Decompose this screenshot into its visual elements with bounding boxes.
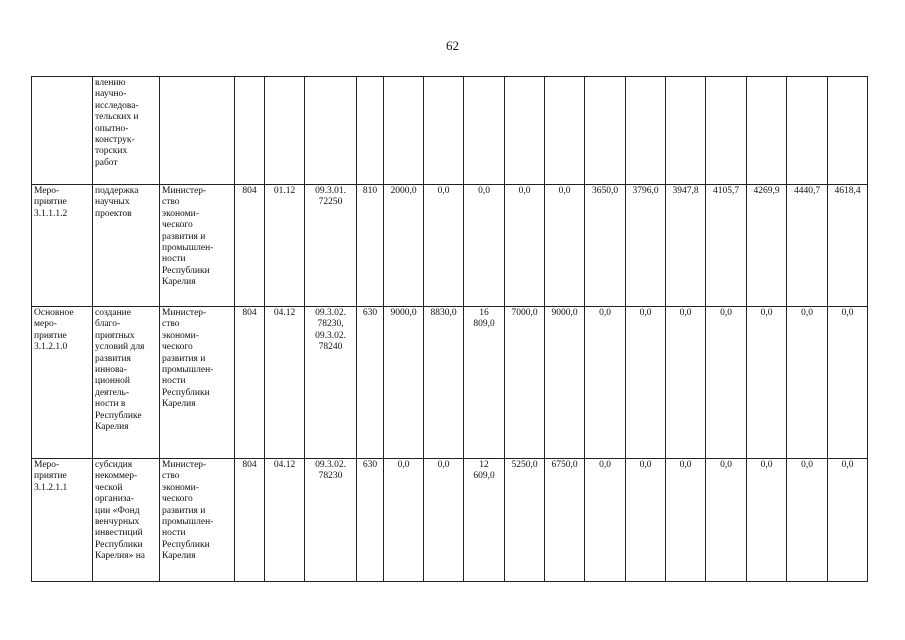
table-cell: 0,0	[505, 185, 545, 307]
table-cell: 0,0	[666, 459, 706, 582]
table-cell: 0,0	[585, 307, 626, 459]
table-cell: 09.3.01. 72250	[305, 185, 357, 307]
table-cell: 5250,0	[505, 459, 545, 582]
table-cell: 9000,0	[545, 307, 585, 459]
table-cell: 630	[357, 307, 384, 459]
table-cell: Министер- ство экономи- ческого развития и промышлен- ности Республики Карелия	[160, 185, 235, 307]
table-cell	[666, 77, 706, 185]
table-cell: 4105,7	[706, 185, 747, 307]
table-cell: 09.3.02. 78230	[305, 459, 357, 582]
table-cell: 04.12	[265, 307, 305, 459]
table-cell: 3947,8	[666, 185, 706, 307]
table-cell: 0,0	[585, 459, 626, 582]
table-cell: 16 809,0	[464, 307, 505, 459]
table-cell: 630	[357, 459, 384, 582]
table-cell	[357, 77, 384, 185]
table-cell: 0,0	[706, 307, 747, 459]
table-cell	[545, 77, 585, 185]
table-cell	[160, 77, 235, 185]
table-cell: 0,0	[828, 459, 868, 582]
table-cell	[384, 77, 424, 185]
table-cell: 0,0	[626, 307, 666, 459]
table-cell: 3650,0	[585, 185, 626, 307]
table-cell	[305, 77, 357, 185]
table-cell	[828, 77, 868, 185]
table-cell: 0,0	[706, 459, 747, 582]
table-cell: 0,0	[787, 307, 828, 459]
table-cell	[265, 77, 305, 185]
table-cell	[505, 77, 545, 185]
page-number: 62	[446, 38, 459, 53]
table-cell	[706, 77, 747, 185]
table-cell	[32, 77, 93, 185]
table-cell: Министер- ство экономи- ческого развития и промышлен- ности Республики Карелия	[160, 307, 235, 459]
table-row	[32, 307, 868, 459]
table-cell: 804	[235, 185, 265, 307]
budget-table	[31, 76, 868, 582]
table-cell	[235, 77, 265, 185]
table-cell: 4440,7	[787, 185, 828, 307]
table-cell: Меро- приятие 3.1.2.1.1	[32, 459, 93, 582]
table-cell: 0,0	[747, 459, 787, 582]
table-row	[32, 459, 868, 582]
table-cell	[787, 77, 828, 185]
table-cell: 0,0	[545, 185, 585, 307]
table-cell: 0,0	[666, 307, 706, 459]
table-cell: 0,0	[464, 185, 505, 307]
table-cell: 804	[235, 307, 265, 459]
table-cell: поддержка научных проектов	[93, 185, 160, 307]
table-row	[32, 77, 868, 185]
table-cell: создание благо- приятных условий для развития иннова- ционной деятель- ности в Республике Карелия	[93, 307, 160, 459]
table-cell: 12 609,0	[464, 459, 505, 582]
table-cell	[747, 77, 787, 185]
table-cell: влению научно- исследова- тельских и опытно- конструк- торских работ	[93, 77, 160, 185]
table-cell: 804	[235, 459, 265, 582]
table-cell: 0,0	[424, 459, 464, 582]
table-cell: 0,0	[384, 459, 424, 582]
table-cell: 0,0	[787, 459, 828, 582]
table-cell: 8830,0	[424, 307, 464, 459]
table-cell: 3796,0	[626, 185, 666, 307]
table-cell: субсидия некоммер- ческой организа- ции «Фонд венчурных инвестиций Республики Карелия» на	[93, 459, 160, 582]
table-cell	[626, 77, 666, 185]
table-cell	[464, 77, 505, 185]
table-cell: Меро- приятие 3.1.1.1.2	[32, 185, 93, 307]
table-cell: 0,0	[424, 185, 464, 307]
table-cell: 7000,0	[505, 307, 545, 459]
table-cell: 4269,9	[747, 185, 787, 307]
table-cell	[585, 77, 626, 185]
table-cell: 0,0	[828, 307, 868, 459]
table-cell	[424, 77, 464, 185]
table-cell: 04.12	[265, 459, 305, 582]
table-cell: 4618,4	[828, 185, 868, 307]
table-cell: 2000,0	[384, 185, 424, 307]
table-cell: 01.12	[265, 185, 305, 307]
table-cell: Министер- ство экономи- ческого развития и промышлен- ности Республики Карелия	[160, 459, 235, 582]
table-cell: 6750,0	[545, 459, 585, 582]
table-cell: 810	[357, 185, 384, 307]
table-cell: 9000,0	[384, 307, 424, 459]
table-cell: 09.3.02. 78230, 09.3.02. 78240	[305, 307, 357, 459]
table-cell: 0,0	[747, 307, 787, 459]
table-cell: Основное меро- приятие 3.1.2.1.0	[32, 307, 93, 459]
table-row	[32, 185, 868, 307]
table-cell: 0,0	[626, 459, 666, 582]
